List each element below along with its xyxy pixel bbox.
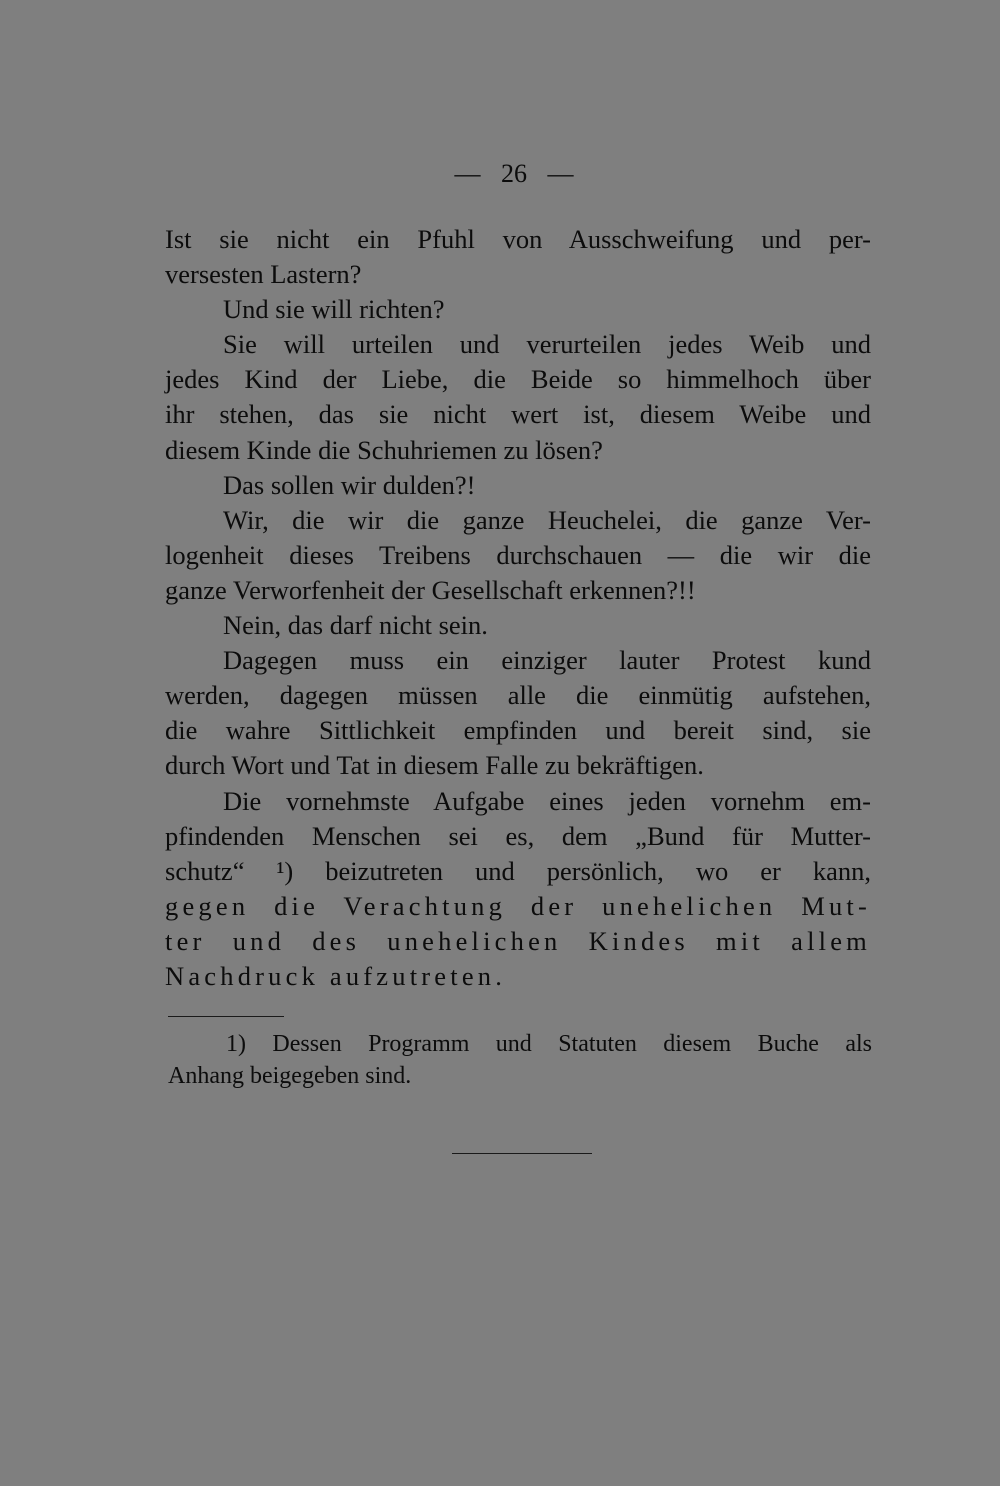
text-line: schutz“ ¹) beizutreten und persönlich, wo er kann, [165, 855, 871, 886]
text-line: ter und des unehelichen Kindes mit allem [165, 925, 871, 956]
text-line: Ist sie nicht ein Pfuhl von Ausschweifung und per- [165, 224, 871, 254]
text-line: Dagegen muss ein einziger lauter Protest kund [223, 645, 871, 676]
text-line: jedes Kind der Liebe, die Beide so himmelhoch über [165, 364, 871, 395]
text-line: logenheit dieses Treibens durchschauen — die wir die [165, 539, 871, 570]
text-line: Und sie will richten? [223, 294, 445, 325]
end-divider [452, 1153, 592, 1154]
footnote-line: Anhang beigegeben sind. [168, 1063, 412, 1089]
text-line: Das sollen wir dulden?! [223, 469, 476, 500]
text-line: die wahre Sittlichkeit empfinden und bereit sind, sie [165, 715, 871, 746]
text-line: ganze Verworfenheit der Gesellschaft erkennen?!! [165, 574, 696, 605]
text-line: durch Wort und Tat in diesem Falle zu bekräftigen. [165, 750, 704, 781]
text-line: werden, dagegen müssen alle die einmütig aufstehen, [165, 680, 871, 711]
footnote-divider [168, 1016, 284, 1017]
text-line: Sie will urteilen und verurteilen jedes Weib und [223, 329, 871, 360]
footnote [168, 1028, 872, 1092]
text-line: ihr stehen, das sie nicht wert ist, diesem Weibe und [165, 399, 871, 430]
footnote-line: 1) Dessen Programm und Statuten diesem Buche als [226, 1031, 872, 1057]
page-number: — 26 — [454, 159, 574, 188]
text-line: Nein, das darf nicht sein. [223, 610, 488, 641]
text-line: gegen die Verachtung der unehelichen Mut- [165, 890, 871, 921]
text-line: Wir, die wir die ganze Heuchelei, die ganze Ver- [223, 504, 871, 535]
text-line: Die vornehmste Aufgabe eines jeden vornehm em- [223, 785, 871, 816]
text-line: diesem Kinde die Schuhriemen zu lösen? [165, 434, 603, 465]
main-text [165, 222, 871, 994]
text-line: versesten Lastern? [165, 259, 362, 290]
text-line: pfindenden Menschen sei es, dem „Bund für Mutter- [165, 820, 871, 851]
text-line: Nachdruck aufzutreten. [165, 960, 507, 991]
